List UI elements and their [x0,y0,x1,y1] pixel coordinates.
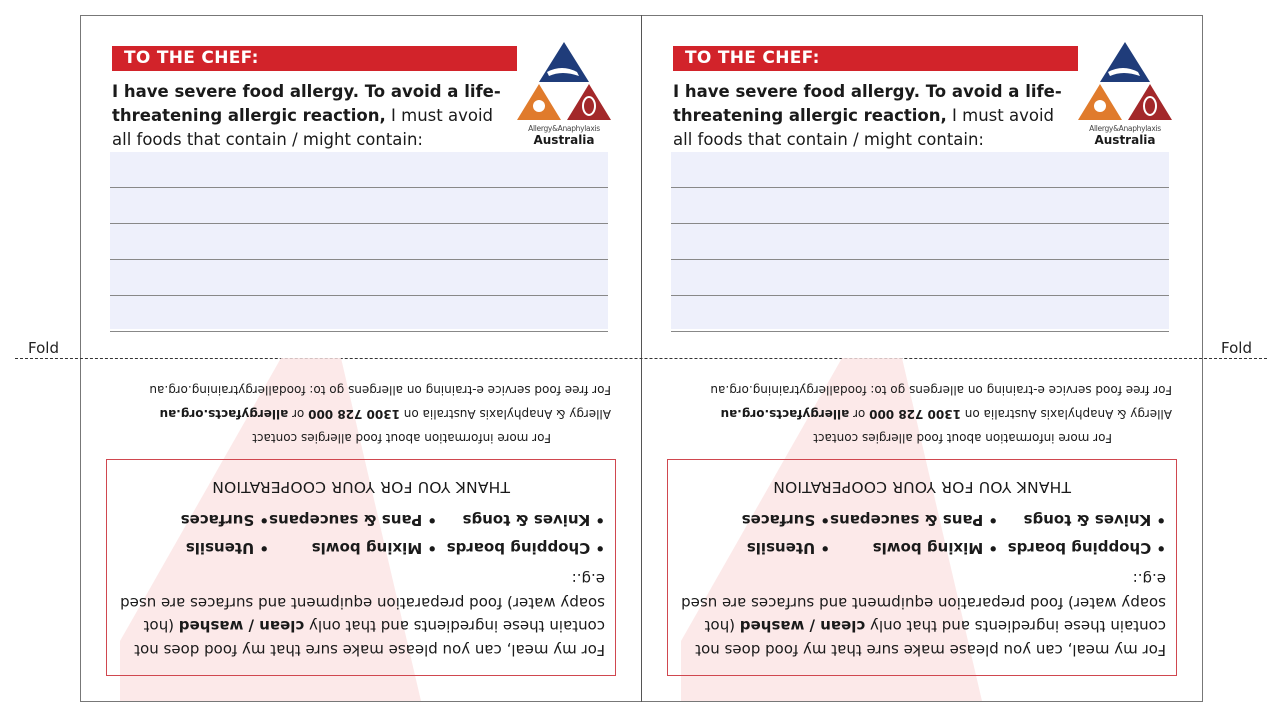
bullet-item: • Pans & saucepans [830,511,998,530]
bullet-item: • Mixing bowls [311,539,437,557]
aaa-logo [517,42,611,152]
fold-label-left: Fold [28,339,59,357]
allergy-statement [112,80,512,152]
more-info-text: For more information about food allergies contact [252,431,551,445]
allergy-statement [673,80,1073,152]
bullet-item: • Chopping boards [446,539,605,557]
statement-rest: I must avoid all foods that contain / might contain: [112,106,494,149]
logo-country: Australia [533,133,595,147]
bullet-item: • Surfaces [741,511,830,530]
training-text: For free food service e-training on allergens go to: foodallergytraining.org.au [149,383,611,397]
logo-org-name: Allergy&Anaphylaxis [1089,124,1161,133]
contact-text: Allergy & Anaphylaxis Australia on 1300 728 000 or allergyfacts.org.au [720,407,1172,421]
equipment-list [117,536,605,560]
bullet-item: • Pans & saucepans [269,511,437,530]
bullet-item: • Mixing bowls [872,539,998,557]
equipment-list [678,508,1166,532]
card-back-right [641,358,1202,701]
allergen-write-lines[interactable] [671,152,1169,329]
fold-label-right: Fold [1221,339,1252,357]
statement-bold: I have severe food allergy. To avoid a life-threatening allergic reaction, [112,82,501,125]
bullet-item: • Utensils [185,539,269,557]
card-front-left [80,15,641,358]
bullet-item: • Chopping boards [1007,539,1166,557]
chef-header: TO THE CHEF: [673,46,1078,71]
more-info-text: For more information about food allergies contact [813,431,1112,445]
request-text: For my meal, can you please make sure that my food does not contain these ingredients and that only clean / washed (hot soapy water) food preparation equipment and surfaces are used e.g.: [681,570,1166,659]
request-box [106,459,616,676]
training-text: For free food service e-training on allergens go to: foodallergytraining.org.au [710,383,1172,397]
bullet-item: • Knives & tongs [1023,511,1166,530]
chef-header: TO THE CHEF: [112,46,517,71]
aaa-logo [1078,42,1172,152]
equipment-list [678,536,1166,560]
thanks-text: THANK YOU FOR YOUR COOPERATION [773,478,1071,496]
card-front-right [641,15,1202,358]
statement-rest: I must avoid all foods that contain / might contain: [673,106,1055,149]
logo-org-name: Allergy&Anaphylaxis [528,124,600,133]
contact-text: Allergy & Anaphylaxis Australia on 1300 728 000 or allergyfacts.org.au [159,407,611,421]
bullet-item: • Knives & tongs [462,511,605,530]
triangle-logo-icon [517,42,611,122]
equipment-list [117,508,605,532]
triangle-logo-icon [1078,42,1172,122]
bullet-item: • Utensils [746,539,830,557]
logo-country: Australia [1094,133,1156,147]
thanks-text: THANK YOU FOR YOUR COOPERATION [212,478,510,496]
statement-bold: I have severe food allergy. To avoid a life-threatening allergic reaction, [673,82,1062,125]
allergen-write-lines[interactable] [110,152,608,329]
card-back-left [80,358,641,701]
request-text: For my meal, can you please make sure that my food does not contain these ingredients and that only clean / washed (hot soapy water) food preparation equipment and surfaces are used e.g.: [120,570,605,659]
request-box [667,459,1177,676]
bullet-item: • Surfaces [180,511,269,530]
